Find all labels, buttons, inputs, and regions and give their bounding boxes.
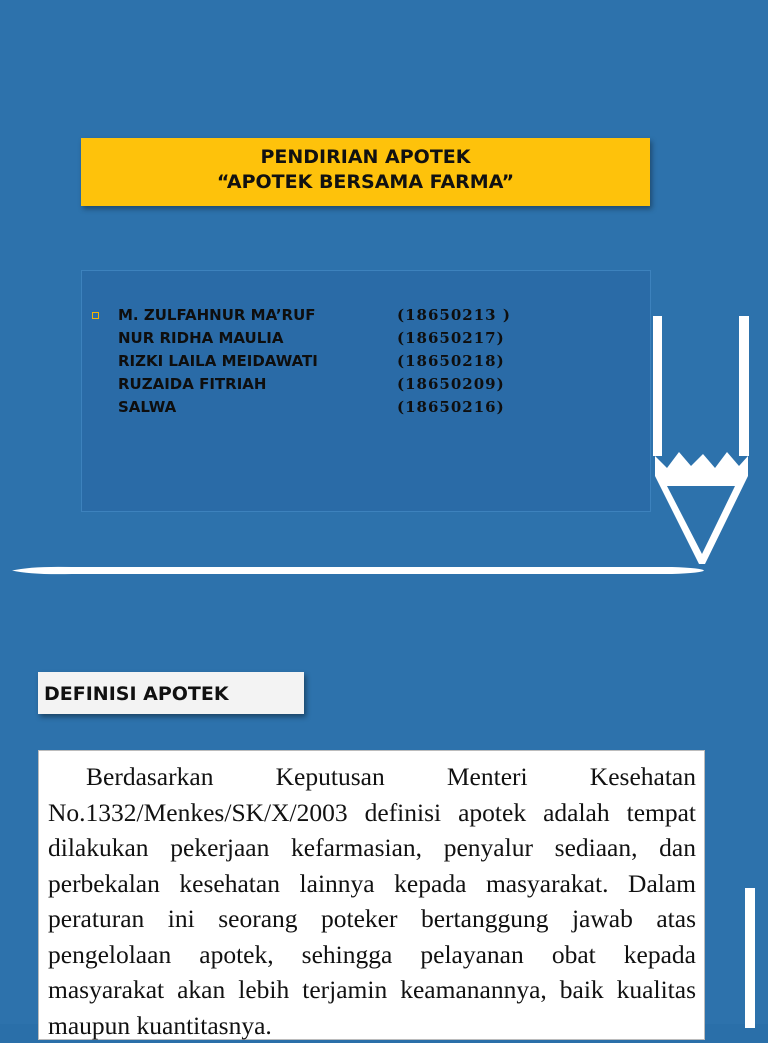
- square-bullet-icon: [92, 312, 99, 319]
- member-name: NUR RIDHA MAULIA: [118, 329, 284, 347]
- member-name: SALWA: [118, 398, 177, 416]
- member-row: [118, 304, 618, 327]
- member-id: (18650213 ): [397, 306, 511, 324]
- member-id: (18650209): [397, 375, 505, 393]
- member-name: RUZAIDA FITRIAH: [118, 375, 267, 393]
- title-banner: [81, 138, 650, 206]
- divider-line: [12, 566, 704, 575]
- section-heading: DEFINISI APOTEK: [38, 672, 304, 714]
- member-row: [118, 327, 618, 350]
- member-id: (18650217): [397, 329, 505, 347]
- member-id: (18650218): [397, 352, 505, 370]
- member-name: RIZKI LAILA MEIDAWATI: [118, 352, 318, 370]
- member-row: [118, 396, 618, 419]
- slide-definition: [0, 600, 768, 1040]
- member-row: [118, 373, 618, 396]
- member-name: M. ZULFAHNUR MA’RUF: [118, 306, 316, 324]
- title-line-2: “APOTEK BERSAMA FARMA”: [216, 171, 515, 193]
- member-id: (18650216): [397, 398, 505, 416]
- definition-text: Berdasarkan Keputusan Menteri Kesehatan No.1332/Menkes/SK/X/2003 definisi apotek adalah tempat dilakukan pekerjaan kefarmasian, penyalur sediaan, dan perbekalan kesehatan lainnya kepada masyarakat. Dalam peraturan ini seorang poteker bertanggung jawab atas pengelolaan apotek, sehingga pelayanan obat kepada masyarakat akan lebih terjamin keamanannya, baik kualitas maupun kuantitasnya.: [38, 750, 705, 1040]
- pencil-edge-icon: [745, 888, 755, 1028]
- pencil-icon: [653, 316, 750, 566]
- member-row: [118, 350, 618, 373]
- members-box: [81, 270, 651, 512]
- title-line-1: PENDIRIAN APOTEK: [260, 146, 471, 168]
